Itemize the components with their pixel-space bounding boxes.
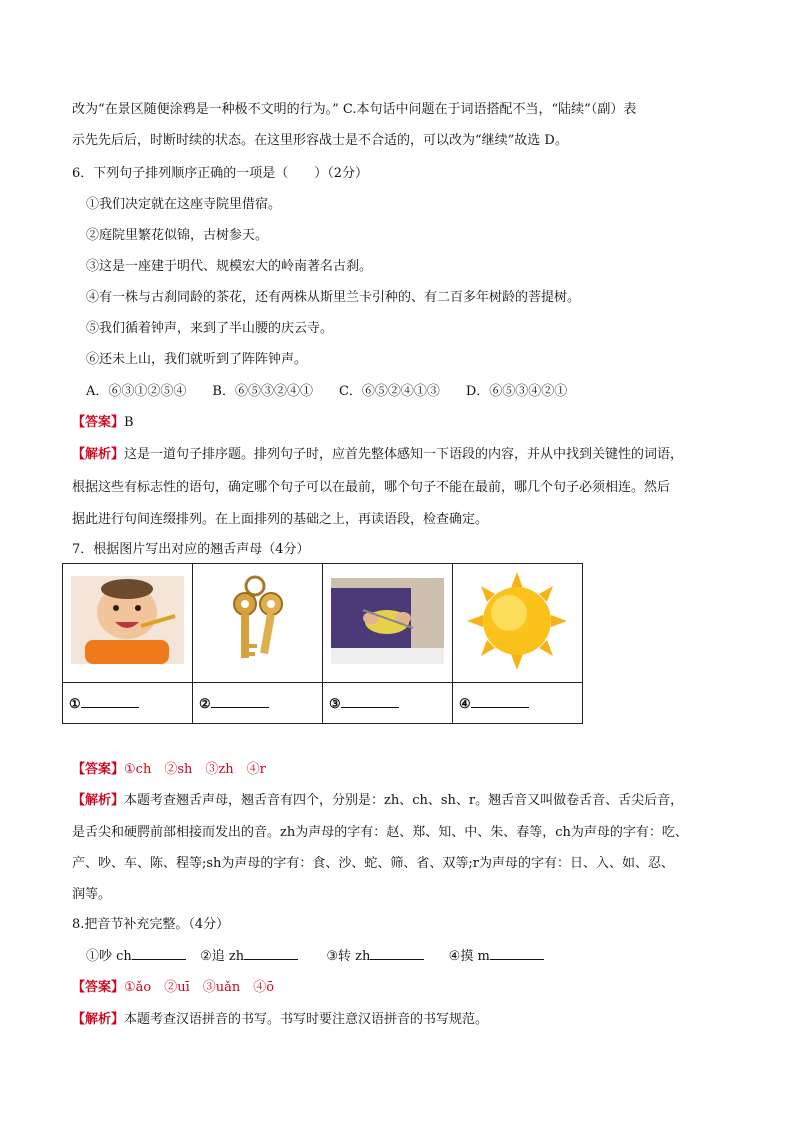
question-7: 7．根据图片写出对应的翘舌声母（4分） [72, 542, 310, 557]
answer-text: ①ǎo ②uī ③uǎn ④ō [124, 980, 275, 995]
syllable-blank[interactable] [244, 947, 298, 960]
answer-tag: 【答案】 [72, 415, 125, 430]
syllable-item: ②追 zh [200, 949, 245, 964]
sentence-2: ②庭院里繁花似锦，古树参天。 [86, 228, 269, 243]
explain-7 [72, 792, 683, 810]
explain-tag: 【解析】 [72, 1012, 125, 1027]
picture-cell [453, 564, 583, 683]
text-line: 润等。 [72, 887, 112, 902]
answer-cell [193, 683, 323, 724]
text-line: 根据这些有标志性的语句，确定哪个句子可以在最前，哪个句子不能在最前，哪几个句子必须相连。然后 [72, 480, 671, 495]
answer-6 [72, 414, 134, 432]
answer-cell [323, 683, 453, 724]
answer-blank[interactable] [211, 695, 269, 708]
answer-blank[interactable] [471, 695, 529, 708]
sentence-3: ③这是一座建于明代、规模宏大的岭南著名古刹。 [86, 259, 373, 274]
answer-number: ③ [329, 696, 341, 712]
syllable-item: ④摸 m [448, 949, 490, 964]
picture-cell [193, 564, 323, 683]
question-8: 8.把音节补充完整。（4分） [72, 917, 230, 932]
text-line: 产、吵、车、陈、程等;sh为声母的字有：食、沙、蛇、筛、省、双等;r为声母的字有：日、入、如、忍、 [72, 856, 675, 871]
sun-picture [453, 564, 582, 678]
syllable-blank[interactable] [370, 947, 424, 960]
answer-number: ① [69, 696, 81, 712]
baby-eating-picture [63, 564, 192, 678]
answer-number: ② [199, 696, 211, 712]
text-line: 改为“在景区随便涂鸦是一种极不文明的行为。” C.本句话中问题在于词语搭配不当，“陆续”（副）表 [72, 102, 637, 117]
syllable-item: ③转 zh [326, 949, 371, 964]
answer-cell [63, 683, 193, 724]
sentence-5: ⑤我们循着钟声，来到了半山腰的庆云寺。 [86, 321, 334, 336]
question-8-items [86, 947, 544, 966]
picture-table [62, 563, 583, 724]
syllable-blank[interactable] [132, 947, 186, 960]
explain-6 [72, 446, 683, 464]
sentence-1: ①我们决定就在这座寺院里借宿。 [86, 197, 282, 212]
answer-blank[interactable] [341, 695, 399, 708]
text-line: 是舌尖和硬腭前部相接而发出的音。zh为声母的字有：赵、郑、知、中、朱、春等，ch为声母的字有：吃、 [72, 825, 688, 840]
sentence-4: ④有一株与古刹同龄的茶花，还有两株从斯里兰卡引种的、有二百多年树龄的菩提树。 [86, 290, 581, 305]
picture-cell [63, 564, 193, 683]
answer-tag: 【答案】 [72, 762, 125, 777]
explain-text: 这是一道句子排序题。排列句子时，应首先整体感知一下语段的内容，并从中找到关键性的词语， [124, 447, 684, 462]
syllable-blank[interactable] [490, 947, 544, 960]
explain-text: 本题考查汉语拼音的书写。书写时要注意汉语拼音的书写规范。 [124, 1012, 489, 1027]
options-6: A．⑥③①②⑤④ B．⑥⑤③②④① C．⑥⑤②④①③ D．⑥⑤③④②① [86, 384, 568, 399]
answer-8 [72, 979, 274, 997]
explain-8 [72, 1011, 488, 1029]
answer-blank[interactable] [81, 695, 139, 708]
answer-number: ④ [459, 696, 471, 712]
answer-tag: 【答案】 [72, 980, 125, 995]
keys-picture [193, 564, 322, 678]
question-6: 6．下列句子排列顺序正确的一项是（ ）（2分） [72, 166, 369, 181]
text-line: 据此进行句间连缀排列。在上面排列的基础之上，再读语段，检查确定。 [72, 512, 489, 527]
answer-cell [453, 683, 583, 724]
text-line: 示先先后后，时断时续的状态。在这里形容战士是不合适的，可以改为“继续”故选 D。 [72, 133, 568, 148]
answer-7 [72, 761, 266, 779]
syllable-item: ①吵 ch [86, 949, 132, 964]
answer-text: ①ch ②sh ③zh ④r [124, 762, 266, 777]
knitting-picture [323, 564, 452, 678]
picture-cell [323, 564, 453, 683]
answer-text: B [124, 415, 134, 430]
explain-tag: 【解析】 [72, 447, 125, 462]
explain-tag: 【解析】 [72, 793, 125, 808]
explain-text: 本题考查翘舌声母，翘舌音有四个，分别是：zh、ch、sh、r。翘舌音又叫做卷舌音、舌尖后音， [124, 793, 684, 808]
sentence-6: ⑥还未上山，我们就听到了阵阵钟声。 [86, 352, 308, 367]
